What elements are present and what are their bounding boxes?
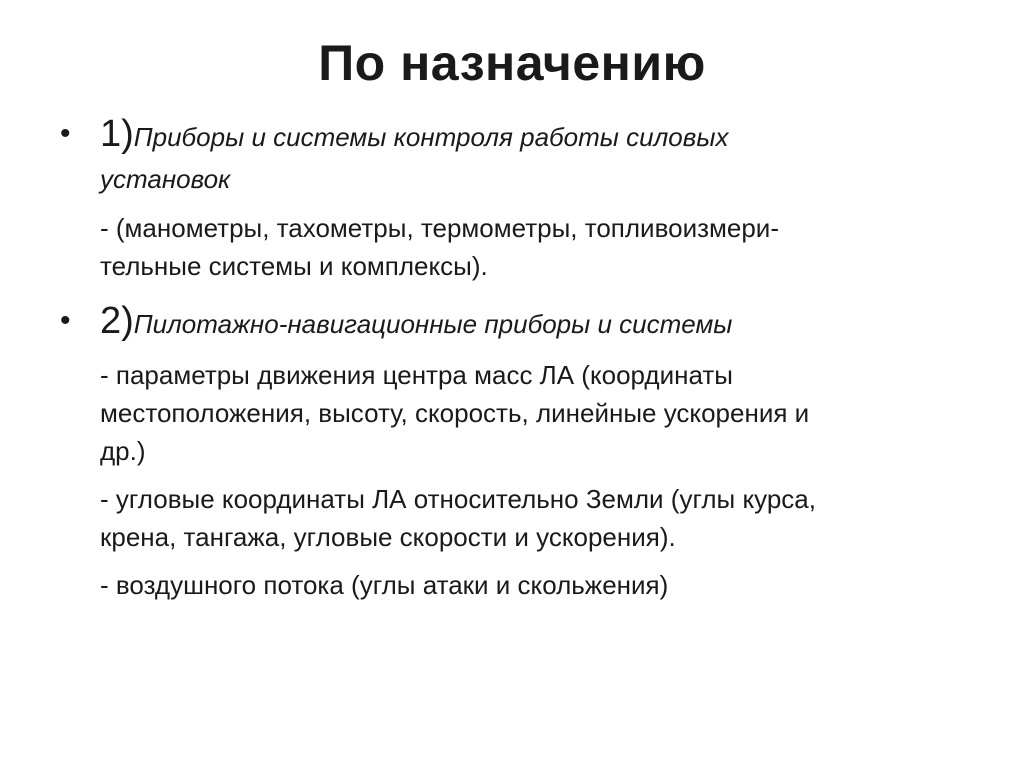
sub-item <box>100 356 980 470</box>
bullet-list <box>60 112 980 604</box>
item-heading-text: Приборы и системы контроля работы силовых <box>133 122 729 152</box>
sub-item-line: - воздушного потока (углы атаки и скольжения) <box>100 570 669 600</box>
bullet-marker: • <box>60 117 71 150</box>
sub-item-line: тельные системы и комплексы). <box>100 251 488 281</box>
sub-item-line: - угловые координаты ЛА относительно Земли (углы курса, <box>100 484 816 514</box>
sub-item <box>100 566 980 604</box>
slide-title: По назначению <box>318 35 706 91</box>
item-heading-text: Пилотажно-навигационные приборы и системы <box>133 309 733 339</box>
sub-item-line: местоположения, высоту, скорость, линейные ускорения и <box>100 398 810 428</box>
list-item <box>60 112 980 285</box>
sub-item-line: - параметры движения центра масс ЛА (координаты <box>100 360 733 390</box>
list-item <box>60 299 980 604</box>
bullet-marker: • <box>60 304 71 337</box>
item-heading <box>100 112 980 159</box>
item-heading-continuation: установок <box>100 164 231 194</box>
item-heading <box>100 299 980 346</box>
sub-item-line: крена, тангажа, угловые скорости и ускорения). <box>100 522 676 552</box>
item-number: 2) <box>100 300 134 342</box>
sub-item-line: - (манометры, тахометры, термометры, топливоизмери- <box>100 213 779 243</box>
sub-item <box>100 480 980 556</box>
sub-item-line: др.) <box>100 436 146 466</box>
item-number: 1) <box>100 113 134 155</box>
sub-item <box>100 209 980 285</box>
